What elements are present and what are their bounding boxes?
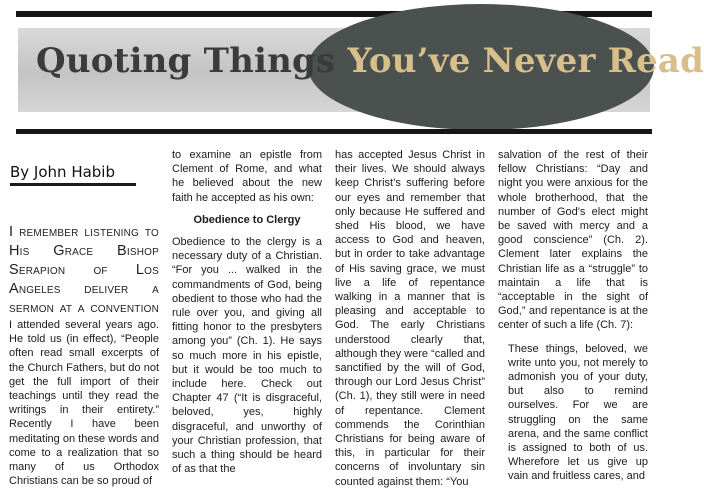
article-title <box>36 38 704 84</box>
bottom-rule <box>16 129 652 134</box>
column-2 <box>172 148 322 474</box>
byline: By John Habib <box>10 163 115 181</box>
subheading-obedience: Obedience to Clergy <box>193 213 301 226</box>
paragraph-gap <box>498 333 648 342</box>
column-2-body: Obedience to the clergy is a necessary duty of a Christian. “For you ... walked in the commandments of God, being obedient to those who had the rule over you, and giving all fitting honor to the presbyters among you” (Ch. 1). He says so much more in his epistle, but it would be too much to include here. Check out Chapter 47 (“It is disgraceful, beloved, yes, highly disgraceful, and unworthy of your Christian profession, that such a thing should be heard of as that the <box>172 236 322 476</box>
block-quote: These things, beloved, we write unto you, not merely to admonish you of your duty, but also to remind ourselves. For we are struggling on the same arena, and the same conflict is assigned to both of us. Wherefore let us give up vain and fruitless cares, and <box>508 342 648 483</box>
column-1-body: I attended several years ago. He told us (in effect), “People often read small excerpts of the Church Fathers, but do not get the full import of their teachings until they read the writings in their entirety.” Recently I have been meditating on these words and come to a realization that so many of us Orthodox Christians can be so proud of <box>9 319 159 488</box>
lead-paragraph: I remember listening to His Grace Bishop Serapion of Los Angeles deliver a sermon at a convention <box>9 224 159 316</box>
column-1 <box>9 223 159 488</box>
column-3-body: has accepted Jesus Christ in their lives. We should always keep Christ’s suffering before our eyes and remember that only because He suffered and shed His blood, we have access to God and heaven, but in order to take advantage of His saving grace, we must live a life of repentance walking in a manner that is pleasing and acceptable to God. The early Christians understood clearly that, although they were “called and sanctified by the will of God, through our Lord Jesus Christ” (Ch. 1), they still were in need of repentance. Clement commends the Corinthian Christians for being aware of this, in particular for their concerns of involuntary sin counted against them: “You <box>335 149 485 488</box>
title-part-1: Quoting Things <box>36 41 336 81</box>
column-4-body: salvation of the rest of their fellow Christians: “Day and night you were anxious for the whole brotherhood, that the number of God’s elect might be saved with mercy and a good conscience” (Ch. 2). Clement later explains the Christian life as a “struggle” to maintain a life that is “acceptable in the sight of God,” and repentance is at the center of such a life (Ch. 7): <box>498 149 648 332</box>
title-part-2: You’ve Never Read <box>347 41 704 81</box>
column-3 <box>335 148 485 488</box>
byline-rule <box>10 183 136 186</box>
column-2-intro: to examine an epistle from Clement of Rome, and what he believed about the new faith he accepted as his own: <box>172 149 322 204</box>
column-4 <box>498 148 648 483</box>
